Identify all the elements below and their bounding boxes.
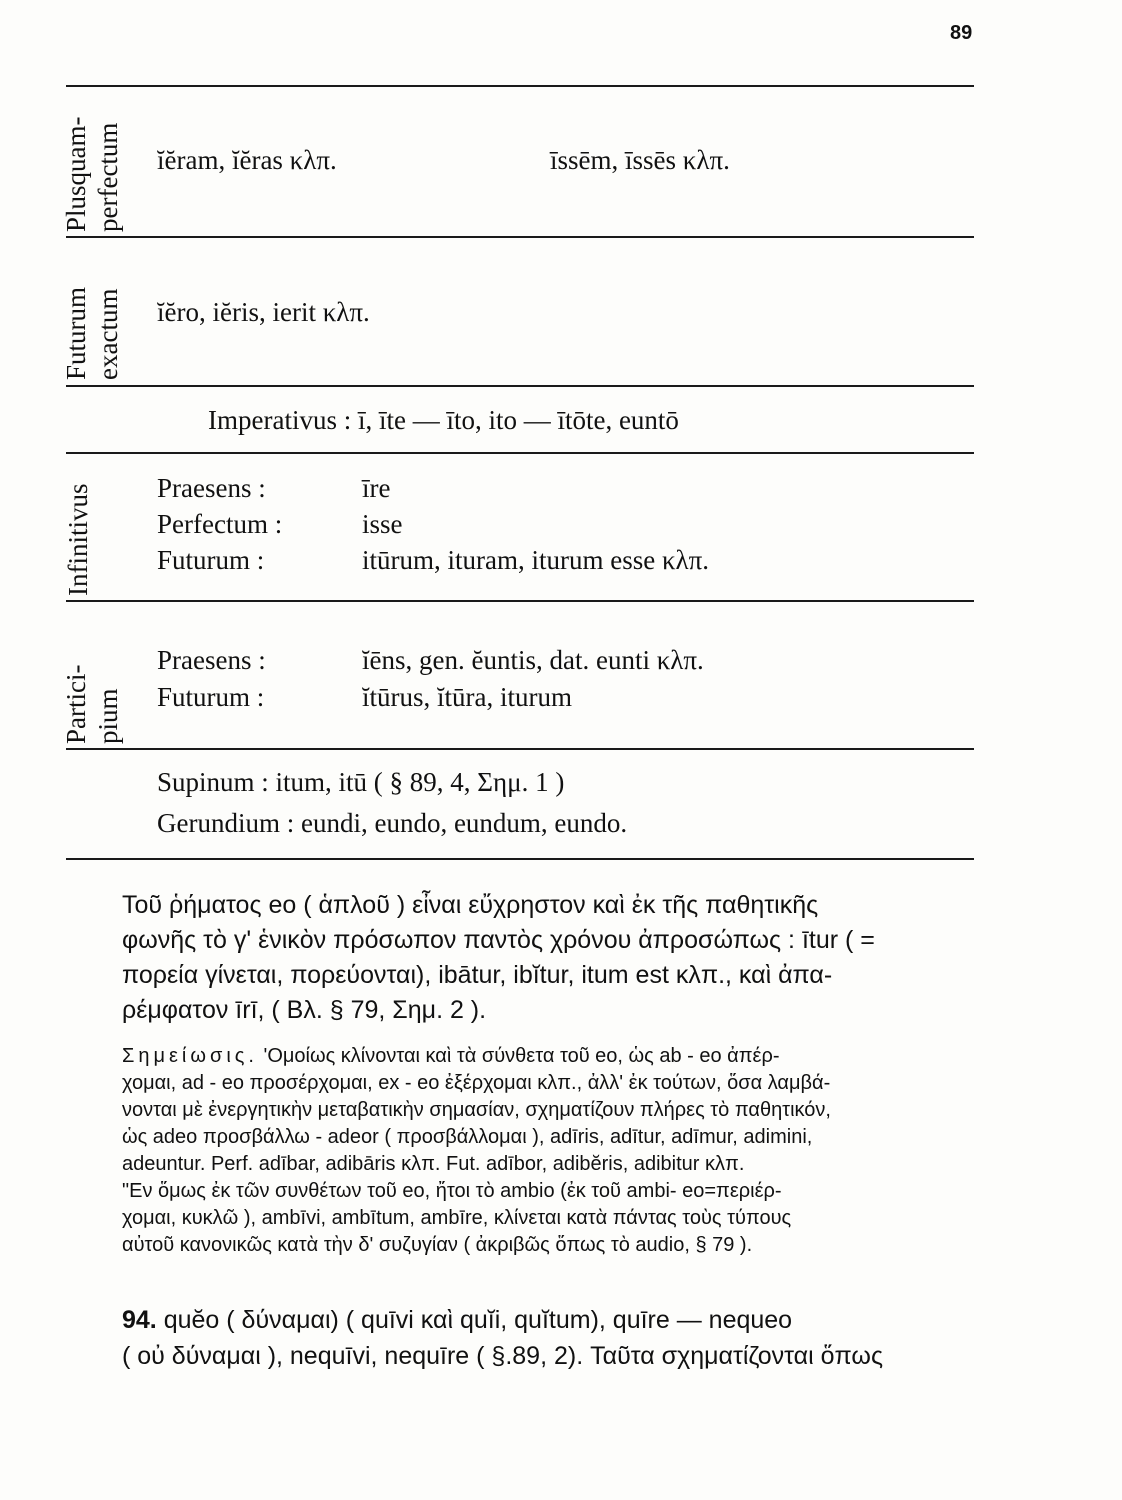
- infinitivus-perfectum-form: isse: [362, 509, 403, 539]
- table-rule-5: [66, 748, 974, 750]
- infinitivus-futurum-tense: Futurum :: [157, 545, 265, 575]
- infinitivus-perfectum-tense: Perfectum :: [157, 509, 283, 539]
- futurum-exactum-forms: ĭĕro, iĕris, ierit κλπ.: [157, 297, 370, 327]
- note-line: ὡς adeo προσβάλλω - adeor ( προσβάλλομαι ), adīris, adītur, adīmur, adimini,: [122, 1126, 813, 1148]
- section-line: quĕo ( δύναμαι) ( quīvi καὶ quĭi, quĭtum), quīre — nequeo: [163, 1306, 793, 1334]
- note-line: "Εν ὅμως ἐκ τῶν συνθέτων τοῦ eo, ἤτοι τὸ ambio (ἐκ τοῦ ambi- eo=περιέρ-: [122, 1180, 782, 1202]
- plusquamperfectum-subjunctive: īssēm, īssēs κλπ.: [550, 145, 730, 175]
- section-number: 94.: [122, 1306, 157, 1334]
- gerundium-row: Gerundium : eundi, eundo, eundum, eundo.: [157, 808, 628, 838]
- participium-label: Partici- pium: [61, 664, 123, 744]
- page-number: 89: [950, 22, 973, 44]
- note-line: νονται μὲ ἐνεργητικὴν μεταβατικὴν σημασίαν, σχηματίζουν πλήρες τὸ παθητικόν,: [122, 1099, 831, 1121]
- note-line: 'Ομοίως κλίνονται καὶ τὰ σύνθετα τοῦ eo, ὡς ab - eo ἀπέρ-: [263, 1045, 780, 1067]
- participium-praesens-form: ĭēns, gen. ĕuntis, dat. eunti κλπ.: [362, 645, 704, 675]
- table-rule-4: [66, 600, 974, 602]
- note-heading: Σημείωσις.: [122, 1045, 258, 1067]
- paragraph-line: ρέμφατον īrī, ( Βλ. § 79, Σημ. 2 ).: [122, 996, 487, 1024]
- participium-praesens-tense: Praesens :: [157, 645, 266, 675]
- note-line: αὐτοῦ κανονικῶς κατὰ τὴν δ' συζυγίαν ( ἀκριβῶς ὅπως τὸ audio, § 79 ).: [122, 1234, 753, 1256]
- table-rule-3: [66, 452, 974, 454]
- section-94: [122, 1302, 984, 1374]
- body-paragraph: [122, 888, 984, 1028]
- plusquamperfectum-indicative: ĭĕram, ĭĕras κλπ.: [157, 145, 337, 175]
- infinitivus-praesens-tense: Praesens :: [157, 473, 266, 503]
- infinitivus-label: Infinitivus: [63, 483, 93, 596]
- table-rule-1: [66, 236, 974, 238]
- note-line: adeuntur. Perf. adībar, adibāris κλπ. Fut. adībor, adibĕris, adibitur κλπ.: [122, 1153, 745, 1175]
- section-line: ( οὐ δύναμαι ), nequīvi, nequīre ( §.89, 2). Ταῦτα σχηματίζονται ὅπως: [122, 1342, 883, 1370]
- infinitivus-futurum-form: itūrum, ituram, iturum esse κλπ.: [362, 545, 710, 575]
- table-rule-top: [66, 85, 974, 87]
- participium-futurum-form: ĭtūrus, ĭtūra, iturum: [362, 682, 572, 712]
- paragraph-line: φωνῆς τὸ γ' ἑνικὸν πρόσωπον παντὸς χρόνου ἀπροσώπως : ītur ( =: [122, 926, 875, 954]
- participium-futurum-tense: Futurum :: [157, 682, 265, 712]
- note-line: χομαι, κυκλῶ ), ambīvi, ambītum, ambīre, κλίνεται κατὰ πάντας τοὺς τύπους: [122, 1207, 792, 1229]
- note-line: χομαι, ad - eo προσέρχομαι, ex - eo ἐξέρχομαι κλπ., ἀλλ' ἐκ τούτων, ὅσα λαμβά-: [122, 1072, 831, 1094]
- paragraph-line: πορεία γίνεται, πορεύονται), ibātur, ibĭtur, itum est κλπ., καὶ ἀπα-: [122, 961, 833, 989]
- infinitivus-praesens-form: īre: [362, 473, 391, 503]
- note-block: [122, 1043, 984, 1259]
- supinum-row: Supinum : itum, itū ( § 89, 4, Σημ. 1 ): [157, 767, 565, 797]
- table-rule-bottom: [66, 858, 974, 860]
- plusquamperfectum-label: Plusquam- perfectum: [61, 116, 123, 232]
- imperativus-row: Imperativus : ī, īte — īto, ito — ītōte, euntō: [208, 405, 679, 435]
- table-rule-2: [66, 385, 974, 387]
- paragraph-line: Τοῦ ῥήματος eo ( ἁπλοῦ ) εἶναι εὔχρηστον καὶ ἐκ τῆς παθητικῆς: [122, 891, 819, 919]
- futurum-exactum-label: Futurum exactum: [61, 286, 123, 380]
